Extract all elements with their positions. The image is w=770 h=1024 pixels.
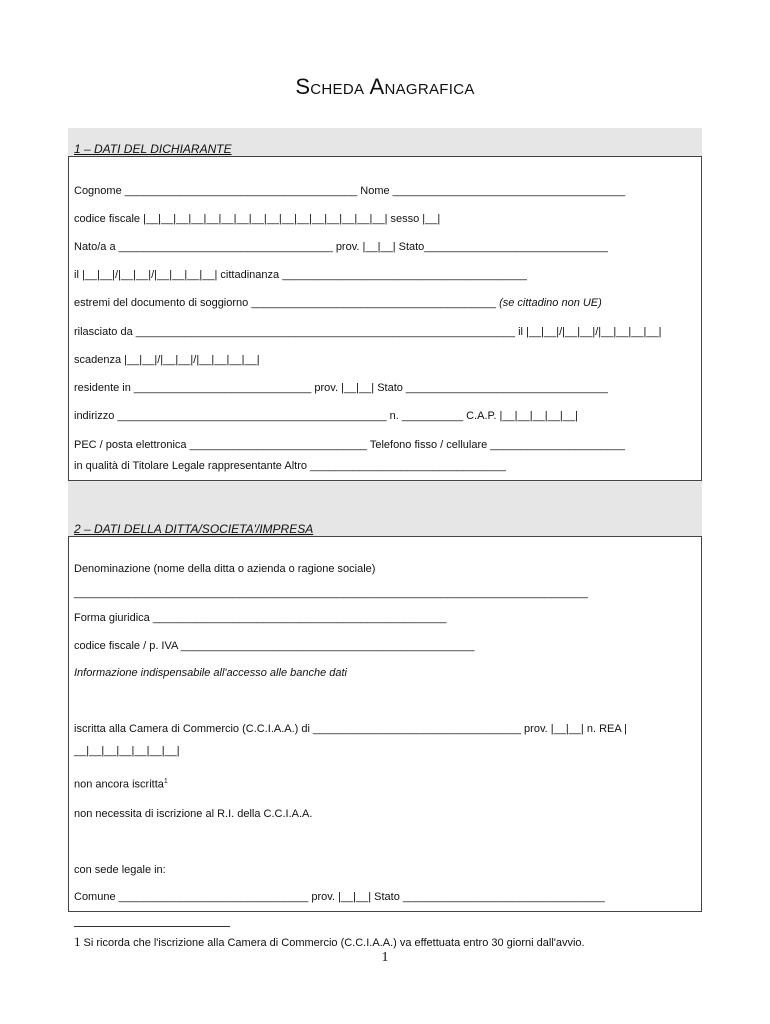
documento-soggiorno-line[interactable] <box>74 297 602 310</box>
footnote-number: 1 <box>74 934 81 949</box>
footnote <box>74 934 585 950</box>
non-ancora-iscritta-option[interactable] <box>74 775 168 792</box>
section-separator <box>68 481 702 511</box>
footnote-ref: 1 <box>163 778 168 785</box>
iscritta-cciaa-line[interactable]: iscritta alla Camera di Commercio (C.C.I.A.A.) di __________________________________ prov. |__|__| n. REA | <box>74 723 628 735</box>
codice-fiscale-iva-line[interactable]: codice fiscale / p. IVA ________________________________________________ <box>74 640 475 652</box>
non-ue-note: (se cittadino non UE) <box>499 297 602 309</box>
section-1-box <box>68 156 702 481</box>
indirizzo-line[interactable]: indirizzo ____________________________________________ n. __________ C.A.P. |__|__|__|__|__| <box>74 410 578 422</box>
sede-legale-label: con sede legale in: <box>74 864 166 876</box>
info-banche-dati-note: Informazione indispensabile all'accesso alle banche dati <box>74 667 347 679</box>
comune-line[interactable]: Comune _______________________________ prov. |__|__| Stato _________________________________ <box>74 891 605 903</box>
page-title: Scheda Anagrafica <box>295 74 475 99</box>
forma-giuridica-line[interactable]: Forma giuridica ________________________________________________ <box>74 612 447 624</box>
section-2-header <box>68 511 702 536</box>
pec-telefono-line[interactable]: PEC / posta elettronica _____________________________ Telefono fisso / cellulare ______________________ <box>74 439 625 451</box>
rea-number-field[interactable]: __|__|__|__|__|__|__| <box>74 745 180 757</box>
nato-a-line[interactable]: Nato/a a ___________________________________ prov. |__|__| Stato______________________________ <box>74 241 608 253</box>
denominazione-label: Denominazione (nome della ditta o azienda o ragione sociale) <box>74 563 376 575</box>
non-ancora-iscritta-text: non ancora iscritta <box>74 778 164 791</box>
footnote-divider <box>74 926 230 927</box>
data-nascita-cittadinanza-line[interactable]: il |__|__|/|__|__|/|__|__|__|__| cittadinanza ________________________________________ <box>74 269 527 281</box>
non-necessita-iscrizione-option[interactable]: non necessita di iscrizione al R.I. della C.C.I.A.A. <box>74 808 313 820</box>
section-2-header-text: 2 – DATI DELLA DITTA/SOCIETA'/IMPRESA <box>74 522 314 536</box>
residente-line[interactable]: residente in _____________________________ prov. |__|__| Stato _________________________________ <box>74 382 608 394</box>
denominazione-field[interactable]: ____________________________________________________________________________________ <box>74 587 588 599</box>
in-qualita-di-line[interactable]: in qualità di Titolare Legale rappresentante Altro ________________________________ <box>74 460 506 472</box>
scadenza-line[interactable]: scadenza |__|__|/|__|__|/|__|__|__|__| <box>74 354 260 366</box>
page-number: 1 <box>381 950 389 965</box>
section-1-header-text: 1 – DATI DEL DICHIARANTE <box>74 142 232 156</box>
documento-soggiorno-text: estremi del documento di soggiorno ________________________________________ (se cittadino non UE) <box>74 297 602 309</box>
cognome-nome-line[interactable]: Cognome ______________________________________ Nome ______________________________________ <box>74 185 626 197</box>
rilasciato-da-line[interactable]: rilasciato da ______________________________________________________________ il |__|__|/|__|__|/|__|__|__|__| <box>74 326 662 338</box>
codice-fiscale-sesso-line[interactable]: codice fiscale |__|__|__|__|__|__|__|__|__|__|__|__|__|__|__|__| sesso |__| <box>74 213 441 225</box>
footnote-text: Si ricorda che l'iscrizione alla Camera di Commercio (C.C.I.A.A.) va effettuata entro 30 giorni dall'avvio. <box>80 937 585 949</box>
section-1-header <box>68 128 702 156</box>
